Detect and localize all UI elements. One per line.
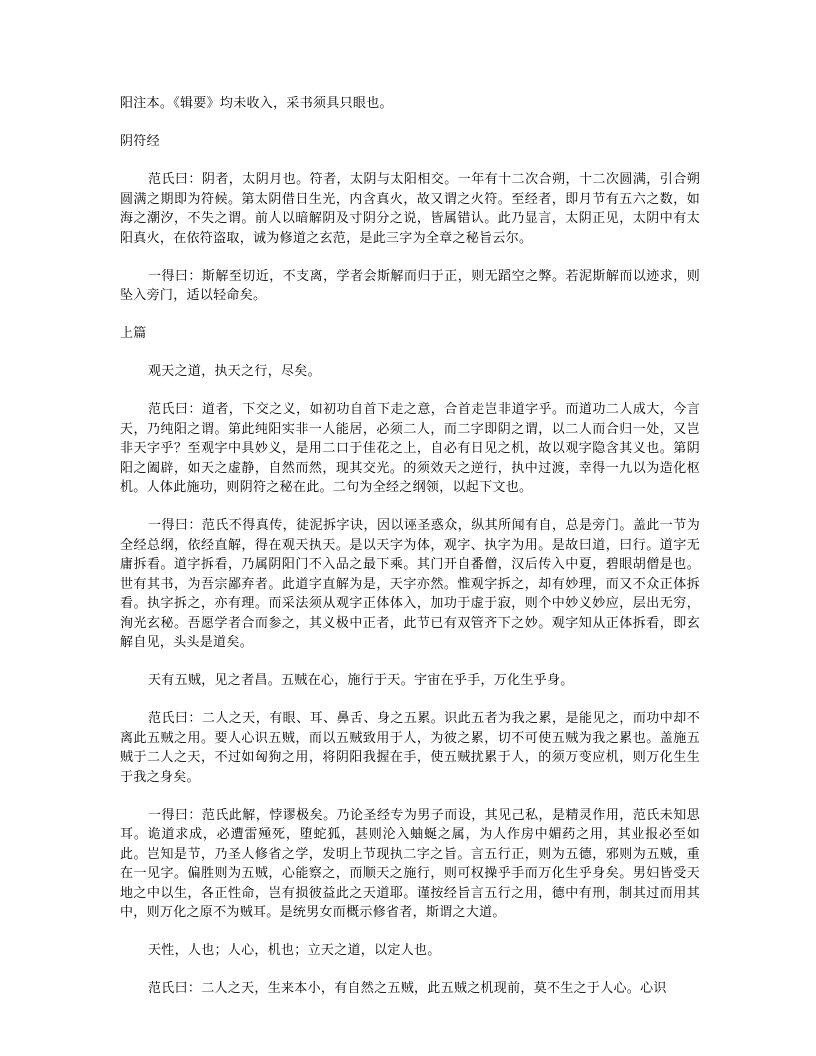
paragraph-scripture-3: 天性，人也；人心，机也；立天之道，以定人也。 [148,943,441,958]
paragraph-fan-commentary-2: 范氏曰：二人之天，有眼、耳、鼻舌、身之五累。识此五者为我之累，是能见之，而功中却不离此五贼之用。要人心识五贼，而以五贼致用于人，为彼之累，切不可使五贼为我之累也。盖施五贼于二人之天，不过如匈狗之用，将阴阳我握在手，使五贼扰累于人，的须万变应机，则万化生生于我之身矣。 [120,711,700,785]
paragraph-intro-continuation: 阳注本。《辑要》均未收入，采书须具只眼也。 [120,96,393,111]
paragraph-yide-commentary-title: 一得曰：斯解至切近，不支离，学者会斯解而归于正，则无蹈空之弊。若泥斯解而以迹求，则坠入旁门，适以轻命矣。 [120,268,700,303]
document-page [120,94,700,1017]
section-heading-yinfujing: 阴符经 [120,134,160,149]
section-heading-shangpian: 上篇 [120,326,147,341]
paragraph-fan-commentary-1: 范氏曰：道者，下交之义，如初功自首下走之意，合首走岂非道字乎。而道功二人成大，今言天，乃纯阳之谓。第此纯阳实非一人能居，必须二人，而二字即阴之谓，以二人而合归一处，又岂非天字乎？至观字中具妙义，是用二口于佳花之上，自必有日见之机，故以观字隐含其义也。第阴阳之阖辟，如天之虚静，自然而然，现其交光。的须效天之逆行，执中过渡，幸得一九以为造化枢机。人体此施功，则阴符之秘在此。二句为全经之纲领，以起下文也。 [120,402,700,495]
paragraph-scripture-2: 天有五贼，见之者昌。五贼在心，施行于天。宇宙在乎手，万化生乎身。 [148,673,574,688]
paragraph-scripture-1: 观天之道，执天之行，尽矣。 [148,364,321,379]
paragraph-yide-commentary-2: 一得曰：范氏此解，悖谬极矣。乃论圣经专为男子而设，其见己私，是精灵作用，范氏未知思耳。诡道求成，必遭雷殛死，堕蛇狐，甚则沦入蚰蜒之属，为人作房中媚药之用，其业报必至如此。岂知是节，乃圣人修省之学，发明上节现执二字之旨。言五行正，则为五德，邪则为五贼，重在一见字。偏胜则为五贼，心能察之，而顺天之施行，则可权操乎手而万化生乎身矣。男妇皆受天地之中以生，各正性命，岂有损彼益此之天道耶。谨按经旨言五行之用，德中有刑，制其过而用其中，则万化之原不为贼耳。是统男女而概示修省者，斯谓之大道。 [120,807,700,920]
paragraph-fan-commentary-3: 范氏曰：二人之天，生来本小，有自然之五贼，此五贼之机现前，莫不生之于人心。心识 [148,981,667,996]
paragraph-fan-commentary-title: 范氏曰：阴者，太阴月也。符者，太阴与太阳相交。一年有十二次合朔，十二次圆满，引合朔圆满之期即为符候。第太阴借日生光，内含真火，故又谓之火符。至经者，即月节有五六之数，如海之潮汐，不失之谓。前人以暗解阴及寸阴分之说，皆属错认。此乃显言，太阴正见，太阴中有太阳真火，在依符盗取，诚为修道之玄范，是此三字为全章之秘旨云尔。 [120,172,700,246]
paragraph-yide-commentary-1: 一得曰：范氏不得真传，徒泥拆字诀，因以诬圣惑众，纵其所闻有自，总是旁门。盖此一节为全经总纲，依经直解，得在观天执天。是以天字为体，观字、执字为用。是故曰道，曰行。道字无庸拆看。道字拆看，乃属阴阳门不入品之最下乘。其门开自番僧，汉后传入中夏，碧眼胡僧是也。世有其书，为吾宗鄙弃者。此道字直解为是，天字亦然。惟观字拆之，却有妙理，而又不众正体拆看。执字拆之，亦有理。而采法须从观字正体体入，加功于虚于寂，则个中妙义妙应，层出无穷，洵光玄秘。吾愿学者合而参之，其义极中正者，此节已有双管齐下之妙。观字知从正体拆看，即玄解自见，头头是道矣。 [120,518,700,650]
